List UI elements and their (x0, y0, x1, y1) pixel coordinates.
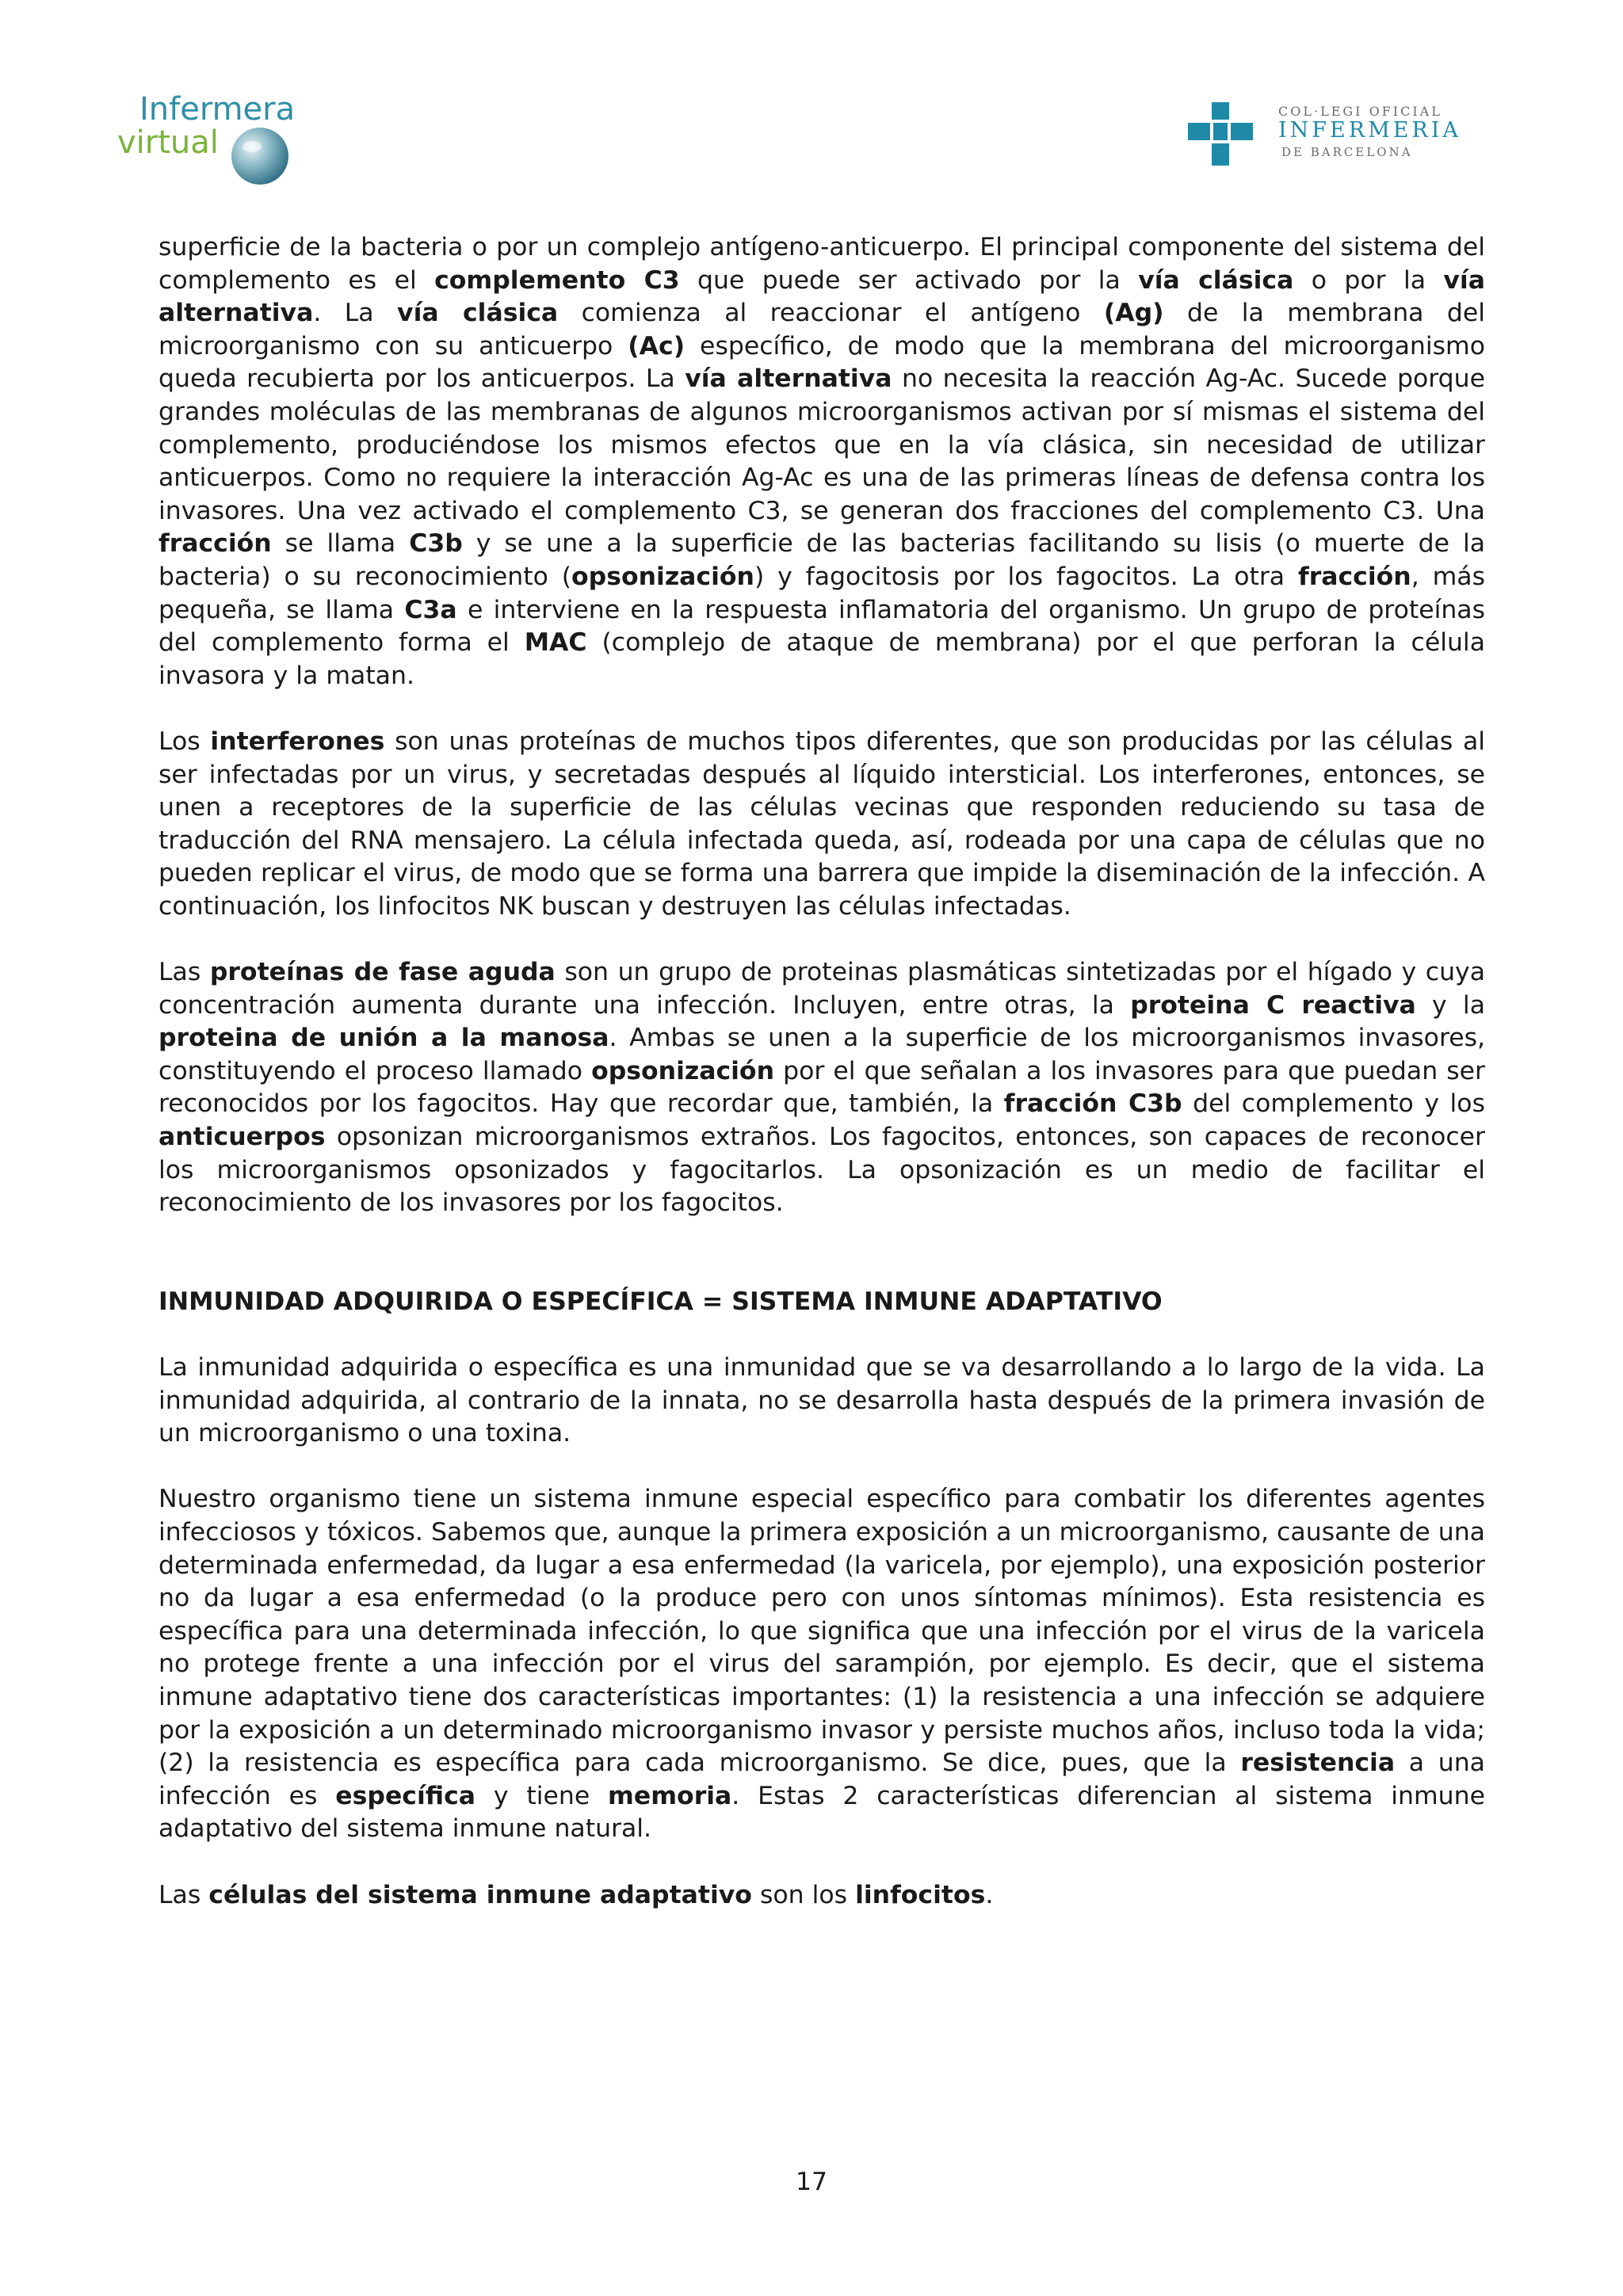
bold-term: (Ag) (1103, 299, 1164, 328)
text-run: Las (158, 1880, 209, 1909)
paragraph-celulas-adaptativo (158, 1879, 1485, 1913)
text-run: y tiene (475, 1781, 609, 1810)
text-run: son unas proteínas de muchos tipos diferentes, que son producidas por las células al ser infectadas por un virus, y secretadas después al líquido intersticial. Los interferones, entonces, se unen a receptores de la superficie de las células vecinas que responden reduciendo su tasa de traducción del RNA mensajero. La célula infectada queda, así, rodeada por una capa de células que no pueden replicar el virus, de modo que se forma una barrera que impide la diseminación de la infección. A continuación, los linfocitos NK buscan y destruyen las células infectadas. (158, 727, 1485, 921)
bold-term: fracción (158, 529, 272, 559)
logo-text-infermeria: INFERMERIA (1278, 118, 1461, 143)
text-run: superficie de la bacteria o por un complejo antígeno-anticuerpo. El principal componente del sistema del complemento es el (158, 233, 1485, 295)
bold-term: complemento C3 (434, 265, 680, 295)
text-run: Nuestro organismo tiene un sistema inmune especial específico para combatir los diferentes agentes infecciosos y tóxicos. Sabemos que, aunque la primera exposición a un microorganismo, causante de una determinada enfermedad, da lugar a esa enfermedad (la varicela, por ejemplo), una exposición posterior no da lugar a esa enfermedad (o la produce pero con unos síntomas mínimos). Esta resistencia es específica para una determinada infección, lo que significa que una infección por el virus de la varicela no protege frente a una infección por el virus del sarampión, por ejemplo. Es decir, que el sistema inmune adaptativo tiene dos características importantes: (1) la resistencia a una infección se adquiere por la exposición a un determinado microorganismo invasor y persiste muchos años, incluso toda la vida; (2) la resistencia es específica para cada microorganismo. Se dice, pues, que la (158, 1485, 1485, 1778)
text-run: , más pequeña, se llama (158, 562, 1486, 624)
text-run: . (985, 1880, 994, 1909)
text-run: del complemento y los (1182, 1089, 1485, 1119)
bold-term: opsonización (571, 562, 754, 591)
bold-term: C3b (409, 529, 463, 559)
text-run: opsonizan microorganismos extraños. Los fagocitos, entonces, son capaces de reconocer los microorganismos opsonizados y fagocitarlos. La opsonización es un medio de facilitar el reconocimiento de los invasores por los fagocitos. (158, 1123, 1485, 1218)
text-run: que puede ser activado por la (679, 265, 1139, 295)
bold-term: vía alternativa (685, 364, 892, 394)
paragraph-sistema-inmune-especial (158, 1483, 1485, 1846)
bold-term: vía alternativa (158, 265, 1485, 328)
text-run: se llama (271, 529, 410, 559)
text-run: comienza al reaccionar el antígeno (558, 299, 1104, 328)
text-run: Las (158, 958, 210, 987)
text-run: (complejo de ataque de membrana) por el que perforan la célula invasora y la matan. (158, 628, 1485, 690)
paragraph-proteinas-fase-aguda (158, 956, 1485, 1220)
text-run: y se une a la superficie de las bacterias facilitando su lisis (o muerte de la bacteria) o su reconocimiento ( (158, 529, 1486, 591)
logo-word-infermera: Infermera (139, 91, 296, 128)
bold-term: vía clásica (1138, 265, 1294, 295)
bold-term: interferones (210, 727, 385, 756)
bold-term: C3a (404, 595, 457, 624)
globe-icon (228, 124, 292, 188)
text-run: o por la (1293, 265, 1444, 295)
logo-text-barcelona: DE BARCELONA (1281, 145, 1413, 159)
bold-term: opsonización (591, 1056, 774, 1085)
bold-term: específica (335, 1781, 476, 1810)
paragraph-interferones (158, 726, 1485, 924)
text-run: a una infección es (158, 1749, 1485, 1810)
text-run: . Ambas se unen a la superficie de los microorganismos invasores, constituyendo el proceso llamado (158, 1024, 1486, 1085)
text-run: e interviene en la respuesta inflamatoria del organismo. Un grupo de proteínas del complemento forma el (158, 595, 1486, 658)
bold-term: (Ac) (628, 331, 685, 360)
text-run: y la (1415, 990, 1485, 1020)
bold-term: MAC (524, 628, 587, 658)
page-number: 17 (795, 2168, 828, 2196)
text-run: Los (158, 727, 211, 756)
bold-term: memoria (608, 1781, 732, 1810)
text-run: por el que señalan a los invasores para que puedan ser reconocidos por los fagocitos. Hay que recordar que, también, la (158, 1056, 1485, 1119)
bold-term: células del sistema inmune adaptativo (208, 1880, 752, 1909)
bold-term: resistencia (1240, 1749, 1396, 1778)
paragraph-inmunidad-adquirida (158, 1352, 1485, 1451)
bold-term: fracción C3b (1003, 1089, 1182, 1119)
text-run: . Estas 2 características diferencian al sistema inmune adaptativo del sistema inmune natural. (158, 1781, 1485, 1844)
section-heading: INMUNIDAD ADQUIRIDA O ESPECÍFICA = SISTEMA INMUNE ADAPTATIVO (158, 1287, 1163, 1316)
body-text (158, 231, 1485, 1912)
bold-term: proteina C reactiva (1130, 990, 1416, 1020)
bold-term: anticuerpos (158, 1123, 326, 1152)
text-run: . La (313, 299, 398, 328)
nursing-cross-icon (1185, 99, 1264, 170)
text-run: de la membrana del microorganismo con su anticuerpo (158, 299, 1486, 360)
text-run: son un grupo de proteinas plasmáticas sintetizadas por el hígado y cuya concentración aumenta durante una infección. Incluyen, entre otras, la (158, 958, 1485, 1020)
text-run: ) y fagocitosis por los fagocitos. La otra (754, 562, 1298, 591)
col-legi-infermeria-logo (1185, 99, 1486, 170)
logo-text-col-legi: COL·LEGI OFICIAL (1278, 104, 1442, 119)
bold-term: vía clásica (397, 299, 559, 328)
text-run: no necesita la reacción Ag-Ac. Sucede porque grandes moléculas de las membranas de algunos microorganismos activan por sí mismas el sistema del complemento, produciéndose los mismos efectos que en la vía clásica, sin necesidad de utilizar anticuerpos. Como no requiere la interacción Ag-Ac es una de las primeras líneas de defensa contra los invasores. Una vez activado el complemento C3, se generan dos fracciones del complemento C3. Una (158, 364, 1485, 525)
text-run: específico, de modo que la membrana del microorganismo queda recubierta por los anticuerpos. La (158, 331, 1485, 394)
page-header (0, 0, 1623, 206)
bold-term: linfocitos (855, 1880, 986, 1909)
infermera-virtual-logo (117, 89, 315, 192)
bold-term: proteínas de fase aguda (209, 958, 556, 987)
logo-word-virtual: virtual (117, 124, 219, 161)
text-run: La inmunidad adquirida o específica es una inmunidad que se va desarrollando a lo largo de la vida. La inmunidad adquirida, al contrario de la innata, no se desarrolla hasta después de la primera invasión de un microorganismo o una toxina. (158, 1353, 1485, 1448)
bold-term: proteina de unión a la manosa (158, 1024, 609, 1053)
paragraph-complemento (158, 231, 1485, 692)
bold-term: fracción (1298, 562, 1411, 591)
text-run: son los (751, 1880, 856, 1909)
